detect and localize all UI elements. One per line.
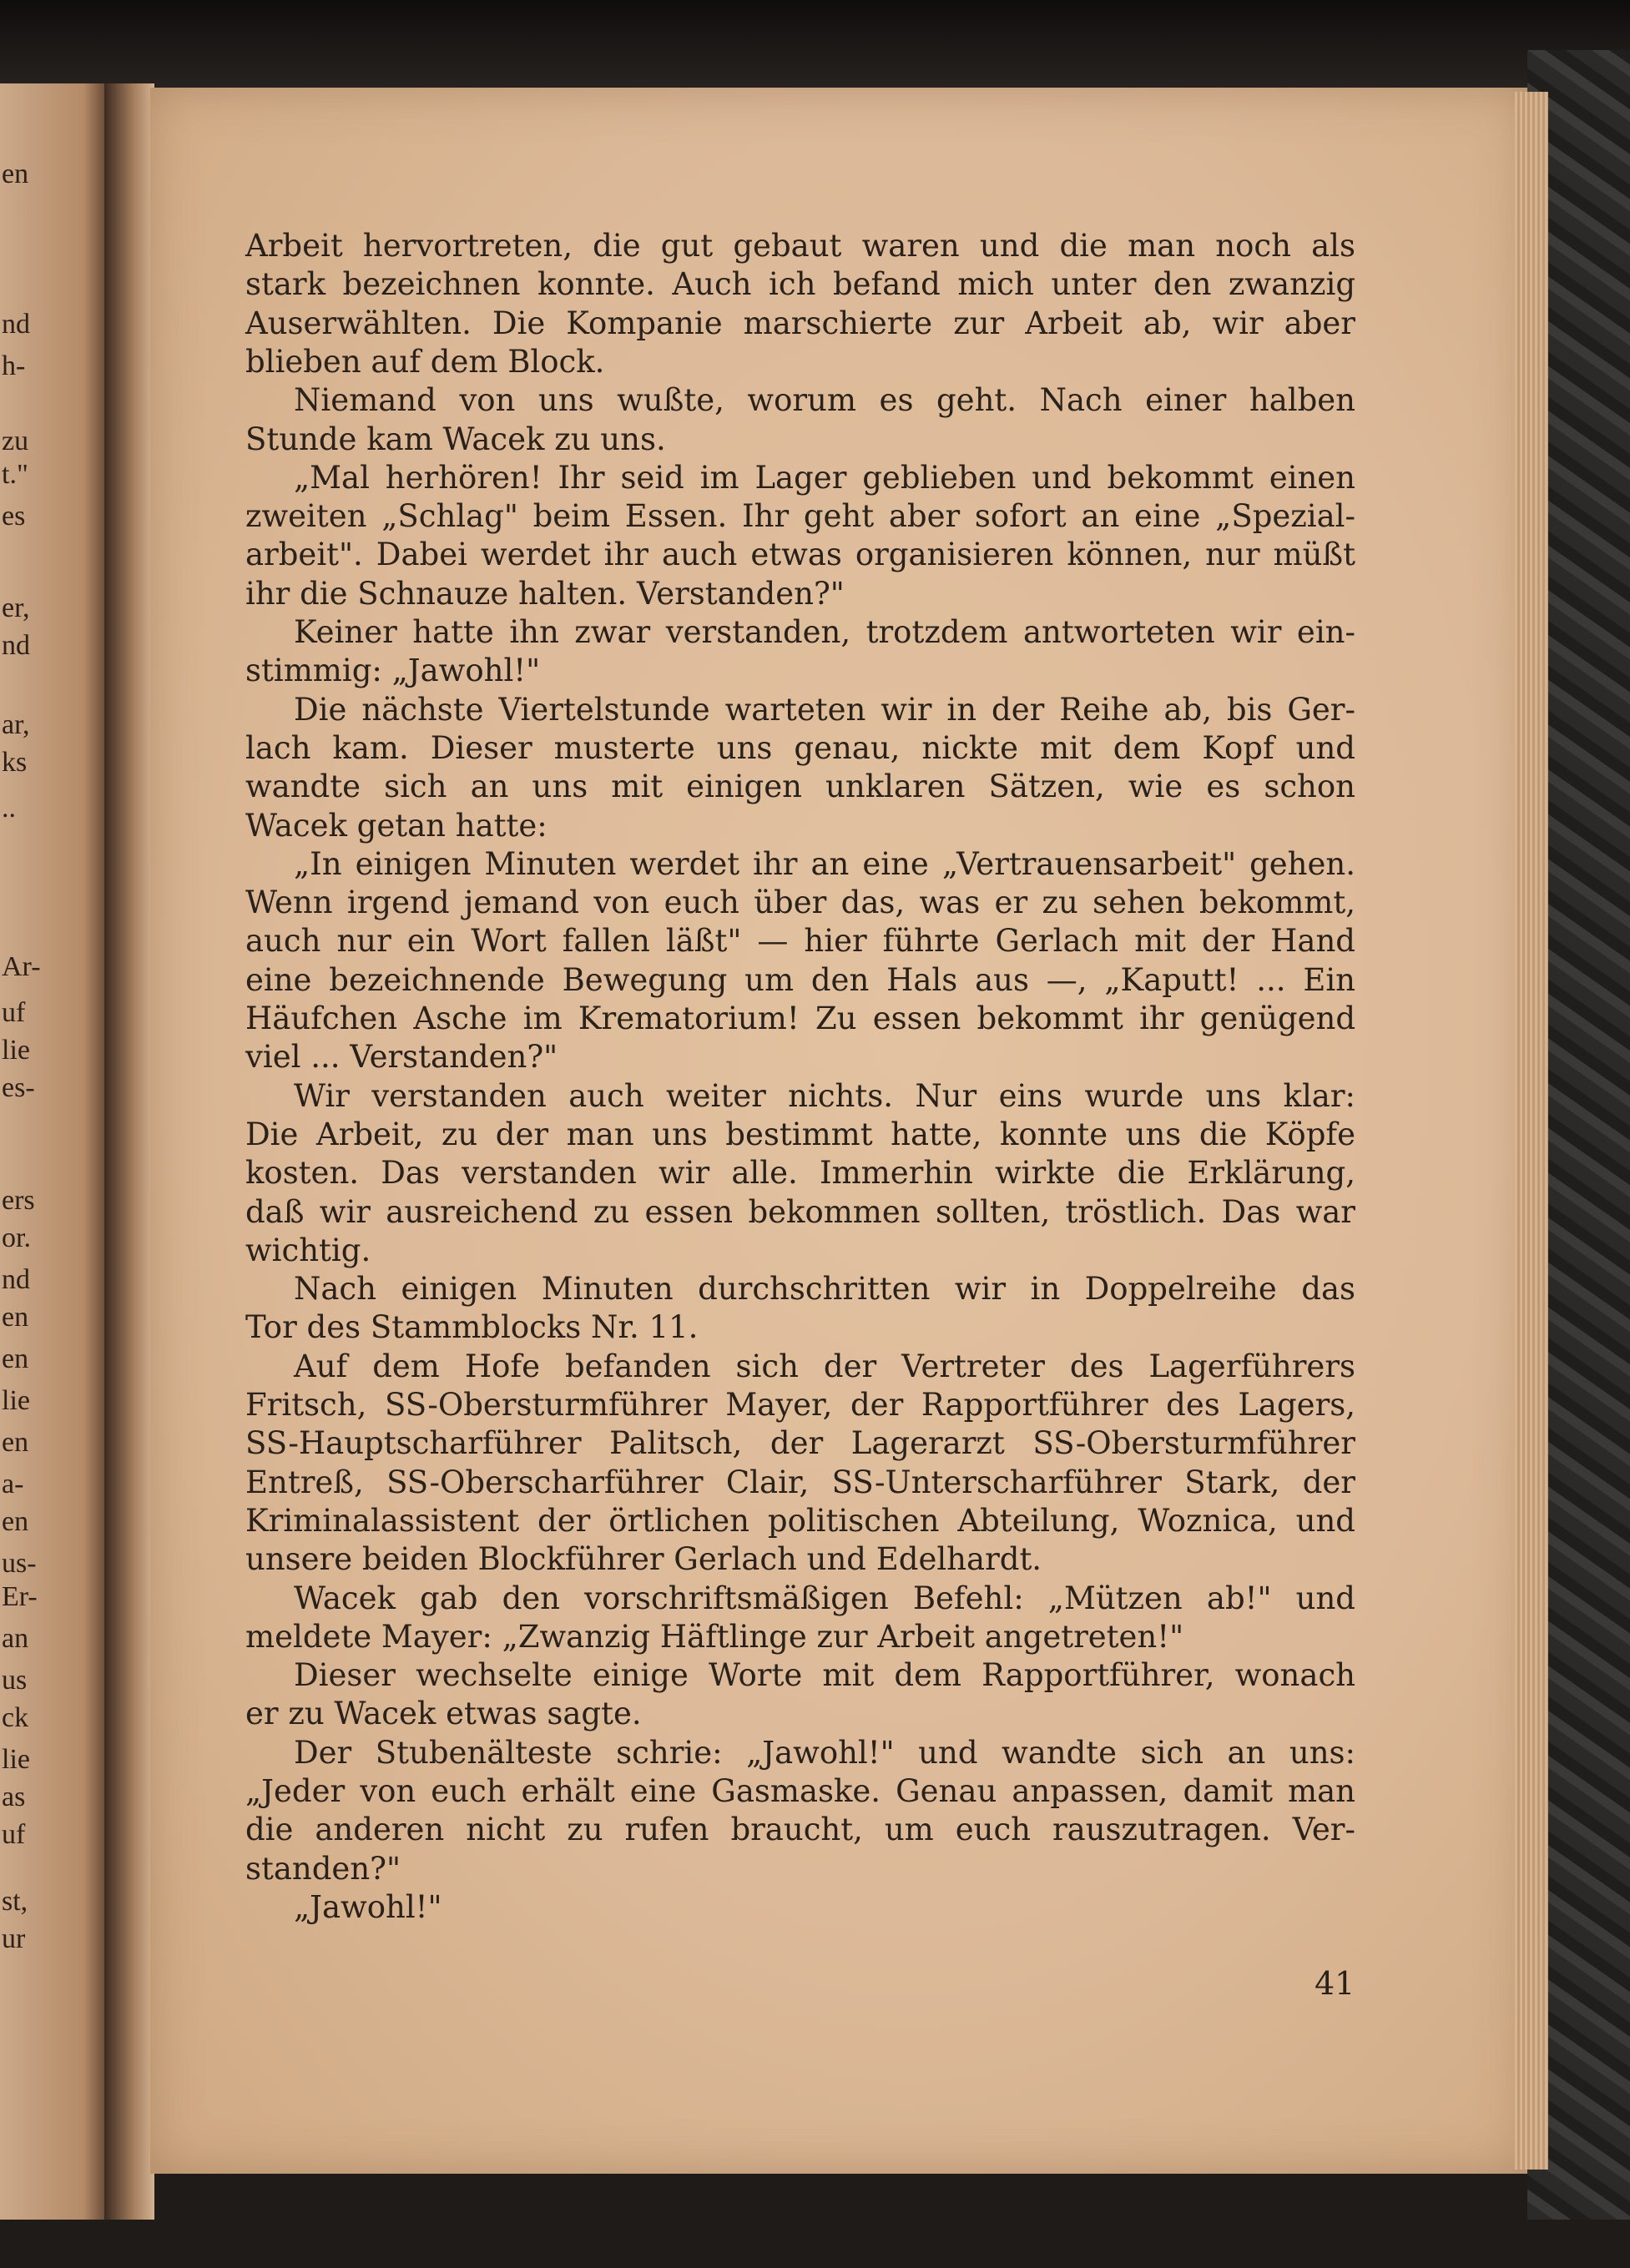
text-line: Wenn irgend jemand von euch über das, was er zu sehen bekommt,: [245, 885, 1355, 920]
left-page-fragment: Er-: [2, 1581, 38, 1612]
left-page-fragment: ers: [2, 1185, 35, 1216]
text-line: „Jeder von euch erhält eine Gasmaske. Genau anpassen, damit man: [245, 1773, 1355, 1809]
text-line: Stunde kam Wacek zu uns.: [245, 421, 666, 457]
left-page-fragment: en: [2, 1427, 29, 1458]
backdrop: [0, 0, 1630, 100]
text-line: Wacek gab den vorschriftsmäßigen Befehl: „Mützen ab!" und: [294, 1580, 1355, 1616]
left-page-fragment: st,: [2, 1886, 28, 1917]
page-number: 41: [1315, 1965, 1355, 2002]
text-line: stark bezeichnen konnte. Auch ich befand mich unter den zwanzig: [245, 266, 1355, 302]
text-line: „In einigen Minuten werdet ihr an eine „Vertrauensarbeit" gehen.: [294, 846, 1355, 882]
left-page-fragment: lie: [2, 1385, 30, 1416]
left-page-fragment: zu: [2, 426, 29, 456]
text-line: Nach einigen Minuten durchschritten wir in Doppelreihe das: [294, 1271, 1355, 1307]
left-page-fragment: h-: [2, 350, 26, 381]
left-page-fragment: en: [2, 1302, 29, 1333]
left-page-fragment: ur: [2, 1923, 26, 1954]
text-line: Arbeit hervortreten, die gut gebaut waren und die man noch als: [245, 228, 1355, 264]
text-line: wandte sich an uns mit einigen unklaren Sätzen, wie es schon: [245, 769, 1355, 804]
text-line: Kriminalassistent der örtlichen politischen Abteilung, Woznica, und: [245, 1503, 1355, 1539]
text-line: SS-Hauptscharführer Palitsch, der Lagerarzt SS-Obersturmführer: [245, 1425, 1355, 1461]
text-line: Auserwählten. Die Kompanie marschierte zur Arbeit ab, wir aber: [245, 305, 1355, 341]
left-page-fragment: lie: [2, 1035, 30, 1066]
text-line: arbeit". Dabei werdet ihr auch etwas organisieren können, nur müßt: [245, 537, 1355, 572]
text-line: „Jawohl!": [294, 1889, 442, 1925]
left-page-fragment: Ar-: [2, 951, 41, 982]
text-line: die anderen nicht zu rufen braucht, um euch rauszutragen. Ver-: [245, 1812, 1355, 1847]
text-line: Wir verstanden auch weiter nichts. Nur eins wurde uns klar:: [294, 1078, 1355, 1114]
text-line: Tor des Stammblocks Nr. 11.: [245, 1309, 699, 1345]
left-page-fragment: nd: [2, 309, 30, 340]
text-line: viel ... Verstanden?": [245, 1039, 558, 1075]
page-stack-edge: [1515, 92, 1548, 2170]
text-line: Auf dem Hofe befanden sich der Vertreter des Lagerführers: [294, 1348, 1355, 1384]
text-line: Entreß, SS-Oberscharführer Clair, SS-Unterscharführer Stark, der: [245, 1464, 1355, 1500]
text-line: „Mal herhören! Ihr seid im Lager geblieben und bekommt einen: [294, 460, 1355, 496]
text-line: Fritsch, SS-Obersturmführer Mayer, der Rapportführer des Lagers,: [245, 1387, 1355, 1423]
text-line: daß wir ausreichend zu essen bekommen sollten, tröstlich. Das war: [245, 1194, 1355, 1230]
text-line: lach kam. Dieser musterte uns genau, nickte mit dem Kopf und: [245, 730, 1355, 766]
text-line: Häufchen Asche im Krematorium! Zu essen bekommt ihr genügend: [245, 1000, 1355, 1036]
text-line: eine bezeichnende Bewegung um den Hals aus —, „Kaputt! ... Ein: [245, 962, 1355, 998]
text-line: meldete Mayer: „Zwanzig Häftlinge zur Arbeit angetreten!": [245, 1619, 1184, 1655]
text-line: er zu Wacek etwas sagte.: [245, 1696, 642, 1731]
left-page-fragment: en: [2, 1343, 29, 1374]
left-page-fragment: a-: [2, 1469, 24, 1499]
left-page-fragment: lie: [2, 1744, 30, 1775]
book-gutter: [104, 83, 154, 2220]
left-page-fragment: ck: [2, 1702, 29, 1733]
text-line: Keiner hatte ihn zwar verstanden, trotzdem antworteten wir ein-: [294, 614, 1355, 650]
text-line: unsere beiden Blockführer Gerlach und Edelhardt.: [245, 1541, 1042, 1577]
left-page-fragment: en: [2, 159, 29, 189]
text-line: wichtig.: [245, 1232, 371, 1268]
text-line: Niemand von uns wußte, worum es geht. Nach einer halben: [294, 382, 1355, 418]
left-page-fragment: es: [2, 501, 26, 532]
left-page-fragment: ar,: [2, 709, 30, 740]
text-line: kosten. Das verstanden wir alle. Immerhin wirkte die Erklärung,: [245, 1155, 1355, 1191]
left-page-fragment: us-: [2, 1548, 37, 1579]
left-page-fragment: en: [2, 1506, 29, 1537]
left-page-fragment: as: [2, 1782, 26, 1812]
left-page-fragment: an: [2, 1623, 29, 1654]
text-line: blieben auf dem Block.: [245, 344, 605, 380]
text-line: stimmig: „Jawohl!": [245, 653, 541, 688]
left-page-fragment: uf: [2, 1819, 26, 1850]
left-page-fragment: nd: [2, 630, 30, 661]
text-line: ihr die Schnauze halten. Verstanden?": [245, 576, 845, 612]
text-line: zweiten „Schlag" beim Essen. Ihr geht aber sofort an eine „Spezial-: [245, 498, 1355, 534]
text-line: Der Stubenälteste schrie: „Jawohl!" und wandte sich an uns:: [294, 1735, 1355, 1771]
text-line: standen?": [245, 1851, 401, 1887]
left-page-fragment: t.": [2, 459, 28, 490]
left-page-fragment: ks: [2, 747, 28, 778]
left-page-fragment: or.: [2, 1222, 31, 1253]
text-line: Die nächste Viertelstunde warteten wir in der Reihe ab, bis Ger-: [294, 692, 1355, 728]
text-line: Dieser wechselte einige Worte mit dem Rapportführer, wonach: [294, 1657, 1355, 1693]
left-page-fragment: er,: [2, 592, 30, 623]
left-page-fragment: es-: [2, 1072, 35, 1103]
text-line: auch nur ein Wort fallen läßt" — hier führte Gerlach mit der Hand: [245, 923, 1355, 959]
left-page-fragment: nd: [2, 1264, 30, 1295]
text-line: Wacek getan hatte:: [245, 808, 548, 844]
left-page-fragment: uf: [2, 997, 26, 1028]
left-page-edge: [0, 83, 104, 2220]
left-page-fragment: ..: [2, 793, 16, 824]
left-page-fragment: us: [2, 1665, 28, 1696]
text-line: Die Arbeit, zu der man uns bestimmt hatte, konnte uns die Köpfe: [245, 1116, 1355, 1152]
